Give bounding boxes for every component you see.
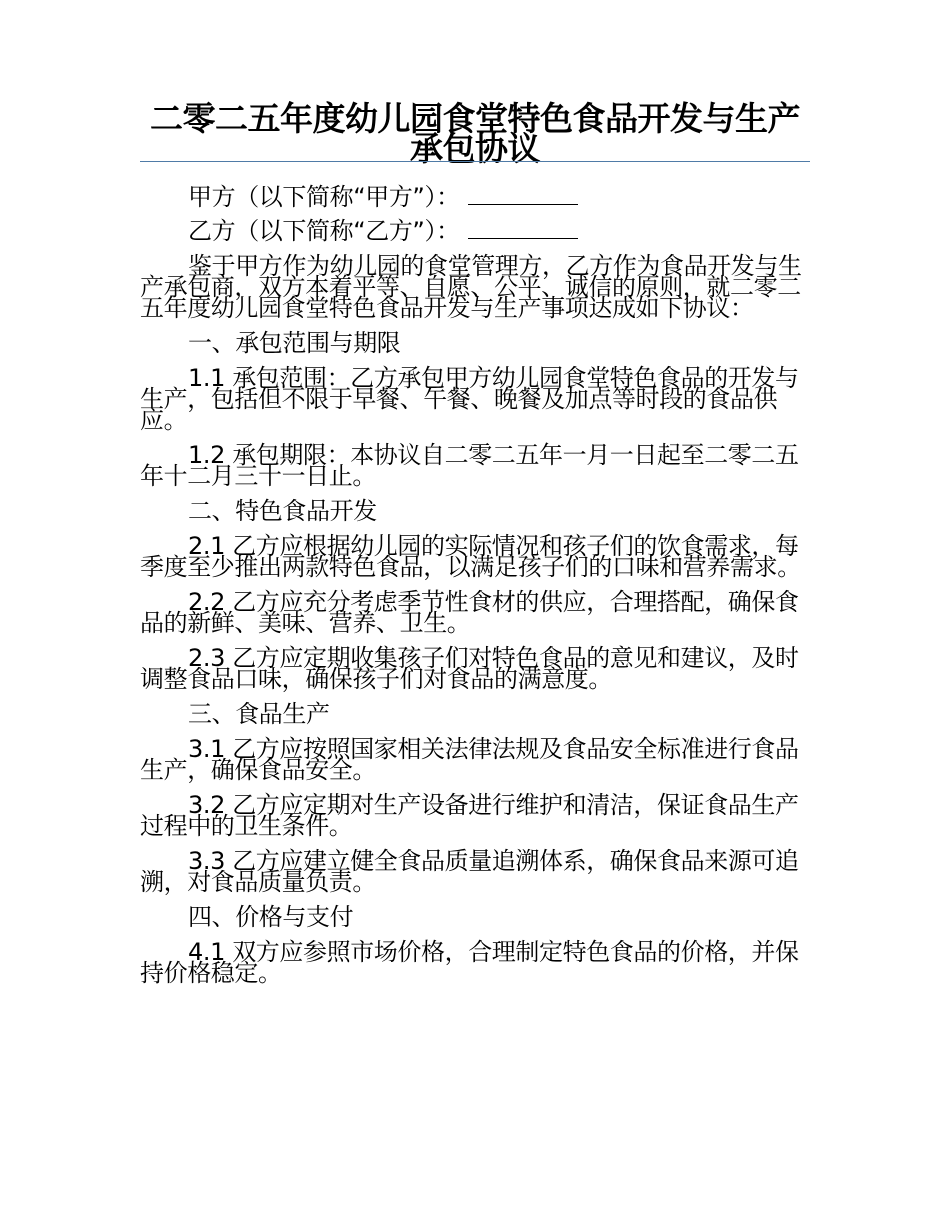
clause: 3.1 乙方应按照国家相关法律法规及食品安全标准进行食品生产，确保食品安全。 — [140, 735, 799, 784]
clause: 4.1 双方应参照市场价格，合理制定特色食品的价格，并保持价格稳定。 — [140, 938, 799, 987]
section-heading: 一、承包范围与期限 — [188, 329, 401, 357]
clause: 3.3 乙方应建立健全食品质量追溯体系，确保食品来源可追溯，对食品质量负责。 — [140, 847, 799, 896]
clause: 3.2 乙方应定期对生产设备进行维护和清洁，保证食品生产过程中的卫生条件。 — [140, 791, 799, 840]
document-body — [140, 180, 810, 998]
section-heading: 三、食品生产 — [188, 700, 330, 728]
party-b-line — [140, 214, 810, 248]
party-a-label: 甲方（以下简称“甲方”）： — [188, 183, 460, 211]
clause: 1.1 承包范围：乙方承包甲方幼儿园食堂特色食品的开发与生产，包括但不限于早餐、午餐、晚餐及加点等时段的食品供应。 — [140, 364, 799, 434]
clause: 1.2 承包期限：本协议自二零二五年一月一日起至二零二五年十二月三十一日止。 — [140, 441, 799, 490]
party-b-blank — [468, 220, 578, 239]
party-a-blank — [468, 186, 578, 205]
clause: 2.1 乙方应根据幼儿园的实际情况和孩子们的饮食需求，每季度至少推出两款特色食品，以满足孩子们的口味和营养需求。 — [140, 532, 801, 581]
section-heading: 二、特色食品开发 — [188, 497, 377, 525]
title-underline — [140, 161, 810, 162]
document-title: 二零二五年度幼儿园食堂特色食品开发与生产承包协议 — [150, 99, 800, 168]
party-b-label: 乙方（以下简称“乙方”）： — [188, 217, 460, 245]
clause: 2.2 乙方应充分考虑季节性食材的供应，合理搭配，确保食品的新鲜、美味、营养、卫生。 — [140, 588, 799, 637]
party-a-line — [140, 180, 810, 214]
section-heading: 四、价格与支付 — [188, 903, 354, 931]
clause: 2.3 乙方应定期收集孩子们对特色食品的意见和建议，及时调整食品口味，确保孩子们对食品的满意度。 — [140, 644, 799, 693]
intro-paragraph: 鉴于甲方作为幼儿园的食堂管理方，乙方作为食品开发与生产承包商，双方本着平等、自愿、公平、诚信的原则，就二零二五年度幼儿园食堂特色食品开发与生产事项达成如下协议： — [140, 252, 802, 322]
